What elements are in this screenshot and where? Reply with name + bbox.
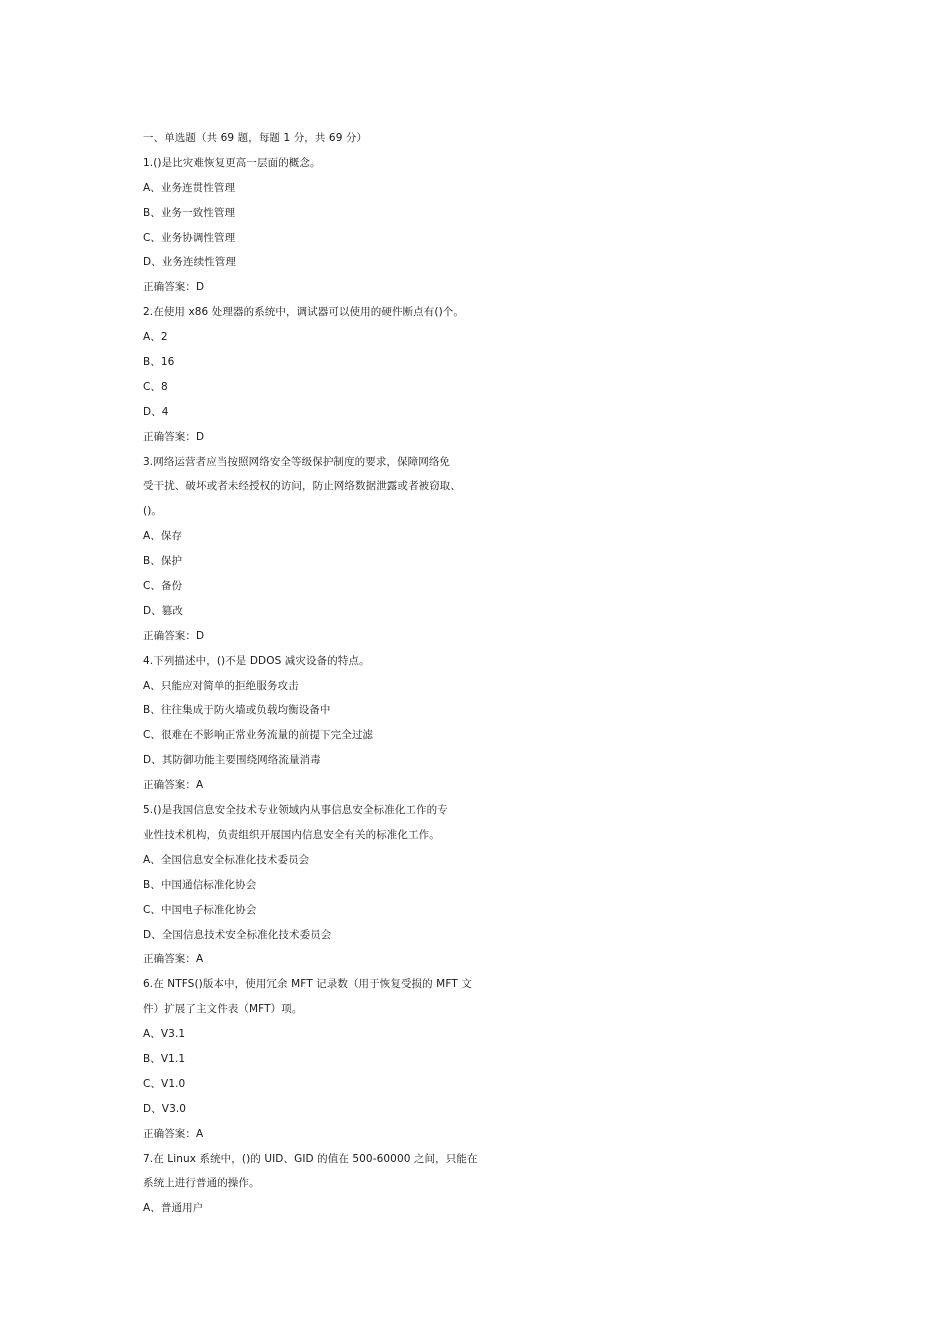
question-6 [143, 972, 488, 1146]
answer-label: 正确答案： [143, 281, 196, 294]
option-a: A、全国信息安全标准化技术委员会 [143, 853, 310, 866]
answer-label: 正确答案： [143, 779, 196, 792]
answer-value: D [196, 281, 205, 294]
answer-value: D [196, 629, 205, 642]
correct-answer [143, 773, 488, 798]
option-a: A、普通用户 [143, 1202, 204, 1215]
correct-answer [143, 1122, 488, 1147]
question-stem-continued: ()。 [143, 505, 162, 518]
answer-value: A [196, 779, 204, 792]
option-c: C、V1.0 [143, 1077, 186, 1090]
option-c: C、8 [143, 380, 168, 393]
answer-label: 正确答案： [143, 430, 196, 443]
document-page [143, 126, 488, 1221]
option-d: D、全国信息技术安全标准化技术委员会 [143, 928, 332, 941]
answer-label: 正确答案： [143, 1127, 196, 1140]
option-a: A、只能应对简单的拒绝服务攻击 [143, 679, 299, 692]
option-d: D、篡改 [143, 604, 183, 617]
correct-answer [143, 624, 488, 649]
question-3 [143, 450, 488, 649]
question-4 [143, 649, 488, 798]
option-b: B、16 [143, 356, 175, 369]
option-b: B、V1.1 [143, 1052, 186, 1065]
option-b: B、保护 [143, 555, 183, 568]
option-a: A、业务连贯性管理 [143, 181, 236, 194]
question-stem-continued: 受干扰、破坏或者未经授权的访问，防止网络数据泄露或者被窃取、 [143, 480, 461, 493]
option-d: D、4 [143, 405, 169, 418]
option-c: C、很难在不影响正常业务流量的前提下完全过滤 [143, 729, 374, 742]
option-c: C、业务协调性管理 [143, 231, 236, 244]
option-c: C、中国电子标准化协会 [143, 903, 257, 916]
option-b: B、业务一致性管理 [143, 206, 236, 219]
question-stem-continued: 业性技术机构，负责组织开展国内信息安全有关的标准化工作。 [143, 828, 440, 841]
question-stem: 2.在使用 x86 处理器的系统中，调试器可以使用的硬件断点有()个。 [143, 306, 464, 319]
option-d: D、业务连续性管理 [143, 256, 236, 269]
option-d: D、V3.0 [143, 1102, 187, 1115]
correct-answer [143, 947, 488, 972]
question-stem: 1.()是比灾难恢复更高一层面的概念。 [143, 156, 321, 169]
question-5 [143, 798, 488, 972]
question-stem-continued: 系统上进行普通的操作。 [143, 1177, 260, 1190]
option-a: A、2 [143, 331, 168, 344]
option-b: B、往往集成于防火墙或负载均衡设备中 [143, 704, 331, 717]
answer-label: 正确答案： [143, 953, 196, 966]
section-title: 一、单选题（共 69 题，每题 1 分，共 69 分） [143, 132, 368, 144]
option-a: A、V3.1 [143, 1028, 186, 1041]
option-b: B、中国通信标准化协会 [143, 878, 257, 891]
question-stem-continued: 件）扩展了主文件表（MFT）项。 [143, 1003, 303, 1016]
answer-value: A [196, 1127, 204, 1140]
question-stem: 7.在 Linux 系统中，()的 UID、GID 的值在 500-60000 之间，只能在 [143, 1152, 478, 1165]
option-d: D、其防御功能主要围绕网络流量消毒 [143, 754, 321, 767]
question-stem: 6.在 NTFS()版本中，使用冗余 MFT 记录数（用于恢复受损的 MFT 文 [143, 978, 472, 991]
answer-label: 正确答案： [143, 629, 196, 642]
question-stem: 5.()是我国信息安全技术专业领域内从事信息安全标准化工作的专 [143, 804, 448, 817]
correct-answer [143, 425, 488, 450]
question-stem: 4.下列描述中，()不是 DDOS 减灾设备的特点。 [143, 654, 370, 667]
correct-answer [143, 275, 488, 300]
answer-value: A [196, 953, 204, 966]
question-1 [143, 151, 488, 300]
option-c: C、备份 [143, 580, 183, 593]
question-stem: 3.网络运营者应当按照网络安全等级保护制度的要求，保障网络免 [143, 455, 451, 468]
answer-value: D [196, 430, 205, 443]
question-2 [143, 300, 488, 449]
option-a: A、保存 [143, 530, 183, 543]
question-7 [143, 1147, 488, 1222]
